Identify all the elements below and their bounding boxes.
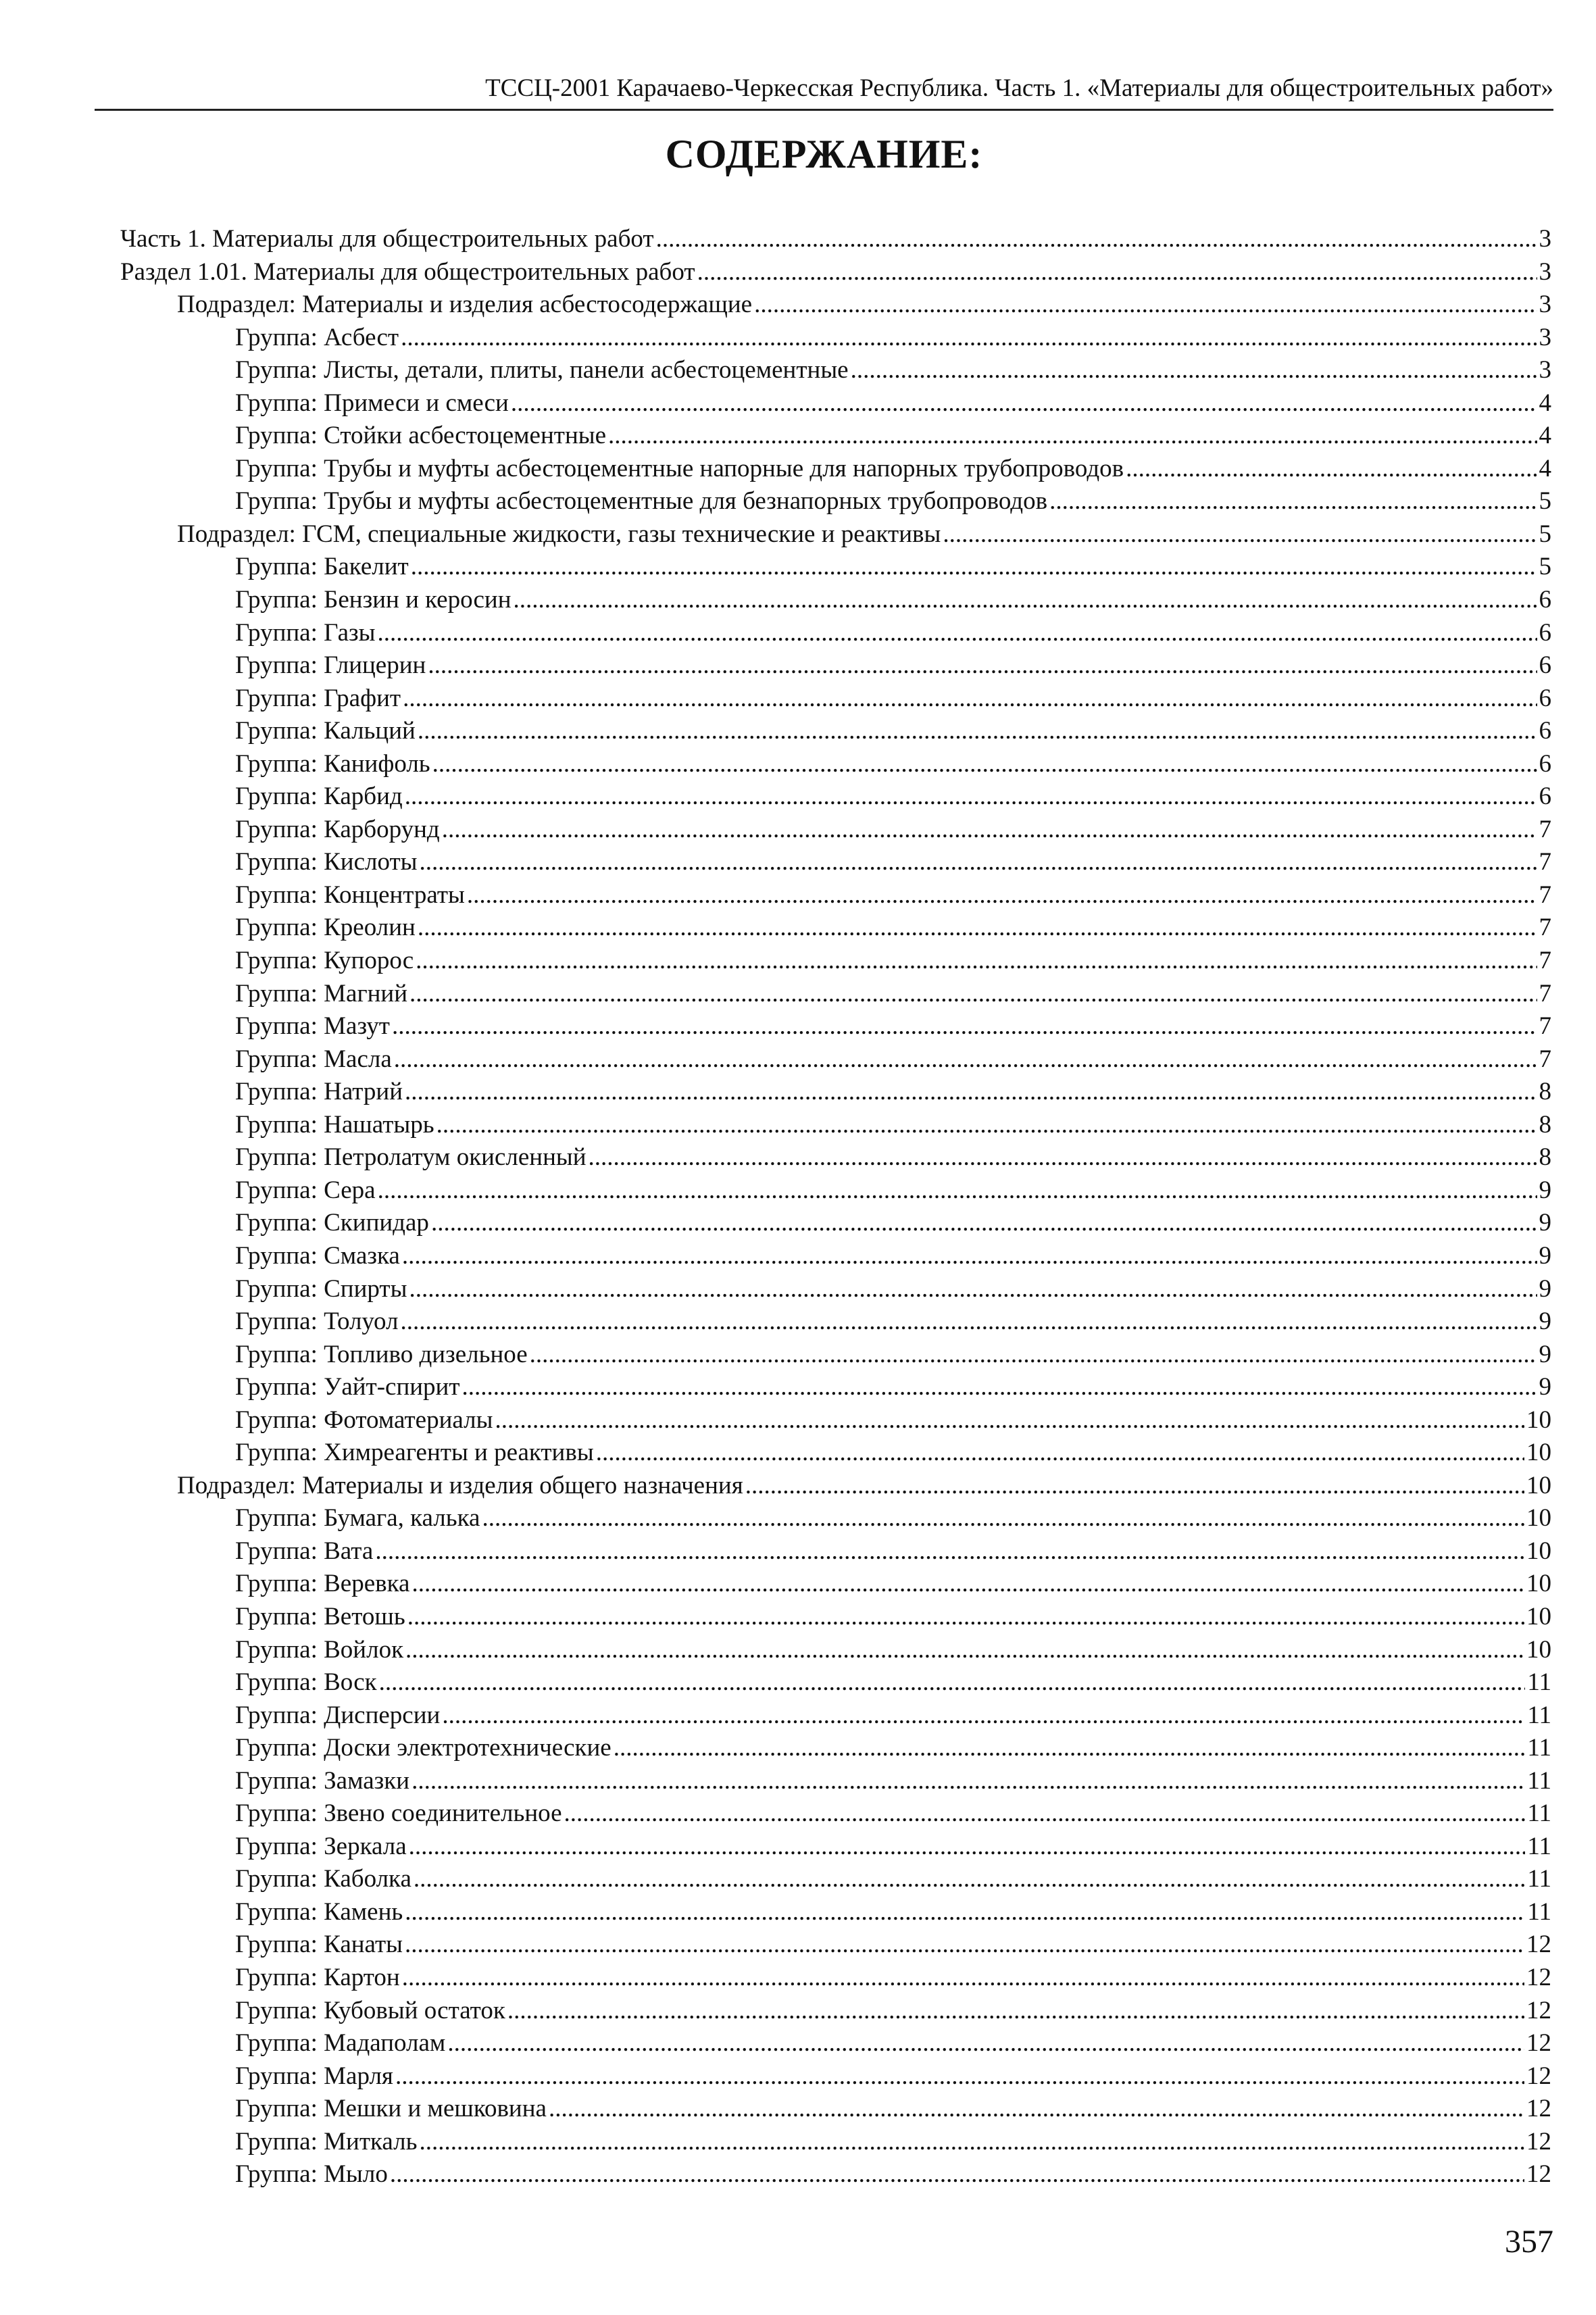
toc-entry-page: 5: [1539, 553, 1551, 581]
toc-group-entry: [120, 584, 1551, 617]
toc-group-entry: [120, 1995, 1551, 2028]
dot-leader: [405, 1928, 1524, 1961]
toc-entry-page: 10: [1526, 1405, 1551, 1434]
toc-entry-page: 11: [1527, 1766, 1551, 1795]
toc-entry-title: Группа: Сера: [235, 1176, 376, 1204]
dot-leader: [589, 1141, 1537, 1174]
toc-entry-page: 9: [1539, 1176, 1551, 1204]
dot-leader: [405, 1634, 1524, 1666]
dot-leader: [395, 2060, 1524, 2093]
toc-group-entry: [120, 1535, 1551, 1568]
toc-group-entry: [120, 2060, 1551, 2093]
toc-group-entry: [120, 617, 1551, 650]
toc-entry-page: 7: [1539, 947, 1551, 975]
toc-part-entry: [120, 256, 1551, 289]
dot-leader: [378, 617, 1537, 649]
toc-entry-page: 3: [1539, 356, 1551, 384]
toc-entry-title: Группа: Кислоты: [235, 848, 418, 876]
toc-entry-page: 12: [1526, 1996, 1551, 2024]
toc-group-entry: [120, 1339, 1551, 1372]
toc-entry-page: 11: [1527, 1668, 1551, 1697]
dot-leader: [432, 748, 1537, 780]
toc-entry-title: Группа: Веревка: [235, 1570, 410, 1598]
toc-entry-title: Группа: Креолин: [235, 914, 416, 942]
toc-group-entry: [120, 1765, 1551, 1798]
dot-leader: [549, 2093, 1524, 2125]
toc-entry-title: Группа: Карборунд: [235, 815, 440, 843]
toc-group-entry: [120, 551, 1551, 584]
toc-group-entry: [120, 1141, 1551, 1174]
dot-leader: [409, 978, 1537, 1010]
toc-group-entry: [120, 1273, 1551, 1306]
toc-entry-title: Группа: Химреагенты и реактивы: [235, 1439, 594, 1467]
toc-group-entry: [120, 1699, 1551, 1733]
toc-group-entry: [120, 1896, 1551, 1929]
toc-group-entry: [120, 912, 1551, 945]
toc-entry-page: 8: [1539, 1110, 1551, 1139]
toc-entry-page: 9: [1539, 1373, 1551, 1401]
toc-group-entry: [120, 1174, 1551, 1208]
dot-leader: [412, 1568, 1524, 1600]
toc-entry-title: Группа: Глицерин: [235, 651, 426, 680]
dot-leader: [418, 715, 1537, 747]
toc-group-entry: [120, 420, 1551, 453]
table-of-contents: [120, 223, 1551, 2191]
toc-entry-title: Группа: Листы, детали, плиты, панели асбестоцементные: [235, 356, 849, 384]
toc-entry-title: Группа: Бакелит: [235, 553, 409, 581]
toc-group-entry: [120, 1371, 1551, 1404]
dot-leader: [442, 814, 1537, 846]
toc-entry-page: 9: [1539, 1274, 1551, 1303]
toc-entry-title: Группа: Канифоль: [235, 749, 430, 778]
toc-group-entry: [120, 2158, 1551, 2191]
dot-leader: [403, 682, 1537, 715]
toc-group-entry: [120, 879, 1551, 912]
toc-entry-page: 7: [1539, 914, 1551, 942]
toc-entry-title: Группа: Камень: [235, 1897, 403, 1926]
toc-entry-title: Группа: Примеси и смеси: [235, 389, 509, 417]
toc-entry-page: 12: [1526, 1931, 1551, 1959]
toc-entry-title: Группа: Трубы и муфты асбестоцементные напорные для напорных трубопроводов: [235, 454, 1124, 482]
toc-entry-title: Группа: Магний: [235, 979, 408, 1007]
dot-leader: [482, 1502, 1524, 1535]
dot-leader: [943, 518, 1537, 551]
toc-entry-title: Группа: Бензин и керосин: [235, 586, 512, 614]
toc-entry-page: 7: [1539, 979, 1551, 1007]
toc-entry-page: 11: [1527, 1865, 1551, 1893]
toc-entry-page: 10: [1526, 1439, 1551, 1467]
toc-group-entry: [120, 485, 1551, 518]
dot-leader: [514, 584, 1537, 616]
dot-leader: [420, 2126, 1525, 2158]
toc-group-entry: [120, 453, 1551, 486]
toc-entry-page: 3: [1539, 257, 1551, 286]
toc-group-entry: [120, 1797, 1551, 1831]
toc-entry-title: Группа: Вата: [235, 1537, 374, 1565]
dot-leader: [656, 223, 1537, 255]
toc-entry-page: 12: [1526, 2062, 1551, 2090]
toc-entry-title: Группа: Войлок: [235, 1635, 404, 1664]
toc-group-entry: [120, 1928, 1551, 1962]
toc-group-entry: [120, 387, 1551, 420]
toc-group-entry: [120, 354, 1551, 387]
toc-entry-title: Группа: Бумага, калька: [235, 1504, 480, 1533]
toc-group-entry: [120, 1010, 1551, 1043]
toc-entry-title: Группа: Ветошь: [235, 1602, 405, 1631]
toc-entry-page: 9: [1539, 1241, 1551, 1270]
dot-leader: [405, 1896, 1525, 1928]
dot-leader: [851, 354, 1537, 387]
toc-entry-title: Группа: Доски электротехнические: [235, 1734, 612, 1762]
dot-leader: [467, 879, 1537, 912]
toc-entry-page: 12: [1526, 1963, 1551, 1991]
toc-group-entry: [120, 1437, 1551, 1470]
toc-group-entry: [120, 814, 1551, 847]
toc-entry-page: 3: [1539, 323, 1551, 351]
dot-leader: [401, 322, 1537, 354]
dot-leader: [420, 846, 1537, 878]
toc-entry-page: 10: [1526, 1471, 1551, 1499]
toc-entry-title: Группа: Спирты: [235, 1274, 407, 1303]
toc-group-entry: [120, 322, 1551, 355]
dot-leader: [614, 1732, 1526, 1764]
toc-entry-page: 10: [1526, 1635, 1551, 1664]
toc-entry-title: Группа: Звено соединительное: [235, 1799, 562, 1828]
toc-entry-title: Группа: Кальций: [235, 717, 416, 745]
dot-leader: [411, 551, 1537, 583]
toc-group-entry: [120, 649, 1551, 682]
toc-entry-title: Группа: Топливо дизельное: [235, 1340, 528, 1368]
toc-entry-page: 4: [1539, 389, 1551, 417]
toc-entry-page: 8: [1539, 1143, 1551, 1172]
toc-entry-title: Группа: Миткаль: [235, 2127, 418, 2156]
dot-leader: [447, 2027, 1524, 2060]
toc-entry-page: 4: [1539, 454, 1551, 482]
toc-entry-page: 6: [1539, 586, 1551, 614]
toc-entry-page: 7: [1539, 815, 1551, 843]
dot-leader: [1049, 485, 1537, 518]
dot-leader: [437, 1109, 1537, 1141]
toc-subsection-entry: [120, 289, 1551, 322]
toc-entry-page: 12: [1526, 2160, 1551, 2189]
toc-entry-title: Группа: Замазки: [235, 1766, 410, 1795]
toc-entry-page: 7: [1539, 880, 1551, 909]
toc-group-entry: [120, 1601, 1551, 1634]
dot-leader: [754, 289, 1537, 321]
toc-entry-title: Часть 1. Материалы для общестроительных работ: [120, 225, 654, 253]
toc-group-entry: [120, 1502, 1551, 1535]
toc-entry-page: 6: [1539, 782, 1551, 811]
dot-leader: [428, 649, 1537, 682]
toc-entry-title: Группа: Канаты: [235, 1931, 403, 1959]
toc-entry-title: Группа: Каболка: [235, 1865, 412, 1893]
running-header: ТССЦ-2001 Карачаево-Черкесская Республика. Часть 1. «Материалы для общестроительных работ»: [485, 74, 1553, 102]
toc-entry-page: 7: [1539, 848, 1551, 876]
page-number: 357: [1505, 2224, 1553, 2260]
toc-entry-title: Группа: Графит: [235, 684, 401, 712]
dot-leader: [608, 420, 1537, 452]
toc-entry-page: 3: [1539, 291, 1551, 319]
toc-entry-page: 12: [1526, 2029, 1551, 2058]
toc-group-entry: [120, 945, 1551, 978]
toc-group-entry: [120, 2093, 1551, 2126]
dot-leader: [697, 256, 1537, 289]
toc-entry-page: 11: [1527, 1799, 1551, 1828]
dot-leader: [402, 1962, 1524, 1994]
dot-leader: [416, 945, 1537, 977]
toc-entry-title: Группа: Купорос: [235, 947, 414, 975]
toc-group-entry: [120, 1962, 1551, 1995]
toc-group-entry: [120, 1076, 1551, 1109]
toc-entry-page: 8: [1539, 1078, 1551, 1106]
toc-group-entry: [120, 1109, 1551, 1142]
toc-entry-title: Группа: Мешки и мешковина: [235, 2095, 547, 2123]
toc-group-entry: [120, 780, 1551, 814]
dot-leader: [375, 1535, 1524, 1568]
dot-leader: [390, 2158, 1524, 2191]
dot-leader: [442, 1699, 1525, 1732]
toc-entry-page: 6: [1539, 749, 1551, 778]
toc-entry-page: 6: [1539, 651, 1551, 680]
toc-entry-title: Группа: Мазут: [235, 1012, 390, 1041]
dot-leader: [378, 1174, 1537, 1207]
toc-entry-title: Группа: Натрий: [235, 1078, 403, 1106]
toc-entry-page: 9: [1539, 1340, 1551, 1368]
dot-leader: [409, 1831, 1526, 1863]
toc-subsection-entry: [120, 518, 1551, 551]
toc-entry-page: 6: [1539, 684, 1551, 712]
toc-entry-page: 9: [1539, 1308, 1551, 1336]
toc-entry-title: Группа: Масла: [235, 1045, 392, 1073]
toc-entry-page: 10: [1526, 1537, 1551, 1565]
dot-leader: [414, 1863, 1525, 1895]
toc-entry-title: Группа: Мыло: [235, 2160, 388, 2189]
toc-entry-page: 7: [1539, 1012, 1551, 1041]
toc-group-entry: [120, 1043, 1551, 1076]
toc-subsection-entry: [120, 1470, 1551, 1503]
toc-entry-page: 12: [1526, 2095, 1551, 2123]
toc-entry-title: Группа: Воск: [235, 1668, 377, 1697]
toc-group-entry: [120, 1831, 1551, 1864]
page-title: СОДЕРЖАНИЕ:: [665, 132, 983, 176]
toc-entry-page: 3: [1539, 225, 1551, 253]
dot-leader: [495, 1404, 1524, 1437]
toc-entry-title: Группа: Нашатырь: [235, 1110, 434, 1139]
dot-leader: [392, 1010, 1537, 1043]
toc-entry-title: Группа: Уайт-спирит: [235, 1373, 460, 1401]
toc-entry-title: Группа: Фотоматериалы: [235, 1405, 493, 1434]
dot-leader: [596, 1437, 1524, 1469]
toc-entry-page: 6: [1539, 717, 1551, 745]
toc-group-entry: [120, 748, 1551, 781]
dot-leader: [409, 1273, 1537, 1305]
toc-group-entry: [120, 2027, 1551, 2060]
toc-entry-page: 4: [1539, 422, 1551, 450]
toc-entry-page: 10: [1526, 1504, 1551, 1533]
toc-entry-title: Группа: Картон: [235, 1963, 400, 1991]
toc-entry-title: Группа: Кубовый остаток: [235, 1996, 505, 2024]
toc-entry-title: Группа: Мадаполам: [235, 2029, 446, 2058]
toc-entry-title: Группа: Дисперсии: [235, 1701, 441, 1729]
toc-entry-title: Группа: Толуол: [235, 1308, 399, 1336]
toc-entry-page: 9: [1539, 1209, 1551, 1237]
toc-entry-page: 11: [1527, 1701, 1551, 1729]
dot-leader: [418, 912, 1537, 944]
toc-entry-page: 11: [1527, 1897, 1551, 1926]
toc-group-entry: [120, 1305, 1551, 1339]
toc-entry-title: Группа: Трубы и муфты асбестоцементные для безнапорных трубопроводов: [235, 487, 1048, 516]
toc-group-entry: [120, 1863, 1551, 1896]
toc-group-entry: [120, 846, 1551, 879]
toc-entry-page: 5: [1539, 487, 1551, 516]
toc-entry-title: Группа: Карбид: [235, 782, 403, 811]
dot-leader: [462, 1371, 1537, 1403]
toc-entry-title: Группа: Петролатум окисленный: [235, 1143, 587, 1172]
toc-entry-title: Группа: Концентраты: [235, 880, 465, 909]
toc-group-entry: [120, 1207, 1551, 1240]
toc-entry-page: 10: [1526, 1602, 1551, 1631]
dot-leader: [394, 1043, 1537, 1076]
toc-group-entry: [120, 1666, 1551, 1699]
toc-entry-page: 7: [1539, 1045, 1551, 1073]
toc-entry-title: Группа: Газы: [235, 618, 376, 647]
toc-entry-title: Подраздел: Материалы и изделия общего назначения: [177, 1471, 743, 1499]
dot-leader: [402, 1240, 1537, 1272]
toc-entry-title: Группа: Скипидар: [235, 1209, 429, 1237]
toc-part-entry: [120, 223, 1551, 256]
toc-group-entry: [120, 1568, 1551, 1601]
dot-leader: [530, 1339, 1537, 1371]
toc-entry-page: 11: [1527, 1734, 1551, 1762]
dot-leader: [564, 1797, 1526, 1830]
toc-group-entry: [120, 1240, 1551, 1273]
toc-entry-title: Группа: Марля: [235, 2062, 393, 2090]
dot-leader: [1126, 453, 1537, 485]
toc-group-entry: [120, 715, 1551, 748]
dot-leader: [431, 1207, 1537, 1239]
toc-group-entry: [120, 1732, 1551, 1765]
toc-entry-title: Группа: Стойки асбестоцементные: [235, 422, 607, 450]
toc-entry-page: 12: [1526, 2127, 1551, 2156]
toc-entry-page: 5: [1539, 520, 1551, 548]
toc-entry-page: 10: [1526, 1570, 1551, 1598]
header-rule: [95, 109, 1553, 111]
dot-leader: [407, 1601, 1524, 1633]
toc-group-entry: [120, 682, 1551, 716]
toc-entry-page: 11: [1527, 1832, 1551, 1860]
toc-group-entry: [120, 1634, 1551, 1667]
toc-group-entry: [120, 978, 1551, 1011]
toc-entry-page: 6: [1539, 618, 1551, 647]
dot-leader: [507, 1995, 1524, 2027]
toc-group-entry: [120, 2126, 1551, 2159]
dot-leader: [745, 1470, 1524, 1502]
toc-entry-title: Группа: Асбест: [235, 323, 399, 351]
dot-leader: [511, 387, 1537, 420]
toc-entry-title: Группа: Зеркала: [235, 1832, 407, 1860]
dot-leader: [412, 1765, 1525, 1797]
toc-entry-title: Группа: Смазка: [235, 1241, 400, 1270]
dot-leader: [400, 1305, 1537, 1338]
toc-entry-title: Подраздел: Материалы и изделия асбестосодержащие: [177, 291, 753, 319]
toc-group-entry: [120, 1404, 1551, 1437]
toc-entry-title: Раздел 1.01. Материалы для общестроительных работ: [120, 257, 695, 286]
dot-leader: [379, 1666, 1526, 1699]
toc-entry-title: Подраздел: ГСМ, специальные жидкости, газы технические и реактивы: [177, 520, 941, 548]
dot-leader: [405, 780, 1537, 813]
dot-leader: [405, 1076, 1537, 1108]
